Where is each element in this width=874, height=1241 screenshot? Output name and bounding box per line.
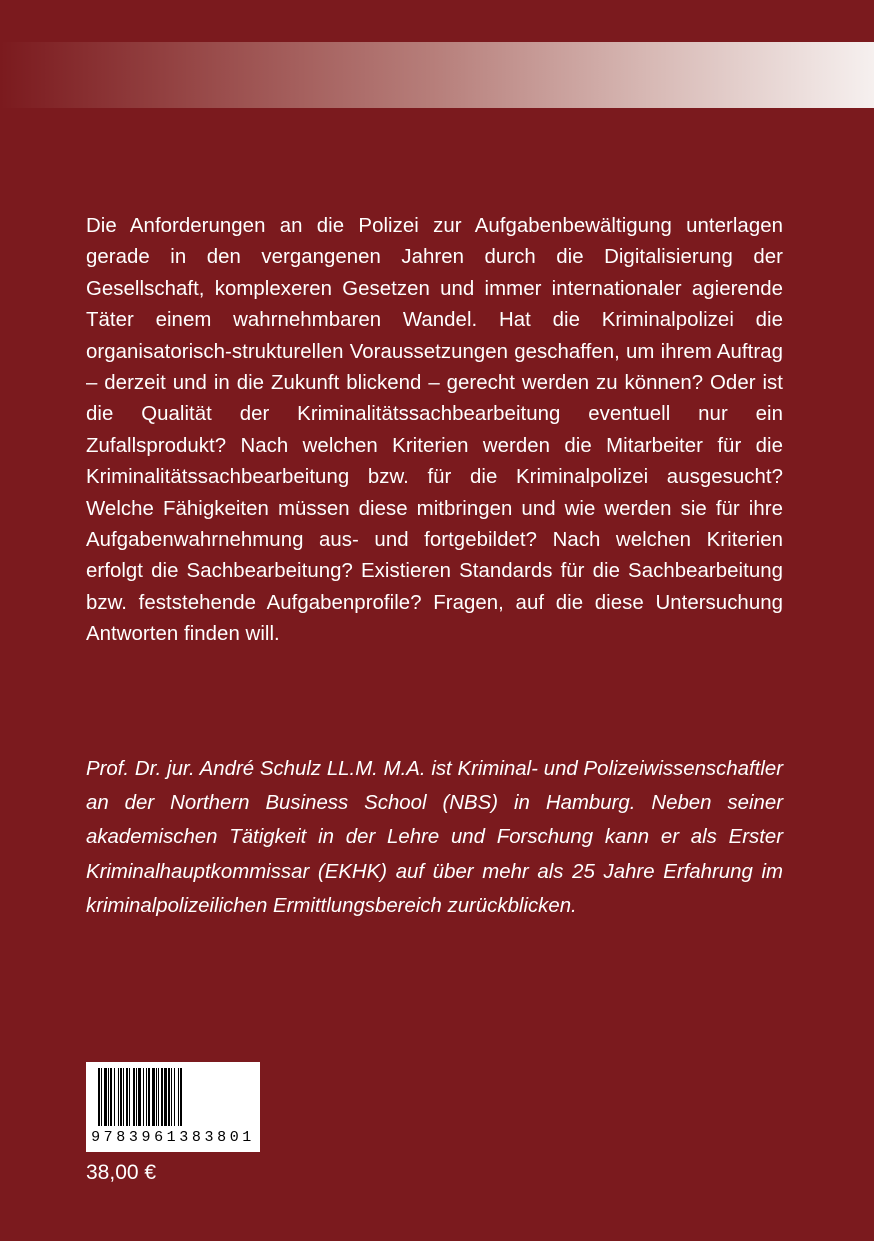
decorative-gradient-band bbox=[0, 42, 874, 108]
barcode-bars bbox=[86, 1062, 260, 1128]
barcode-bar bbox=[123, 1068, 124, 1126]
barcode-bar bbox=[168, 1068, 170, 1126]
barcode-bar bbox=[146, 1068, 147, 1126]
barcode-bar bbox=[136, 1068, 137, 1126]
barcode-bar bbox=[118, 1068, 119, 1126]
barcode-bar bbox=[108, 1068, 109, 1126]
barcode-bar bbox=[98, 1068, 100, 1126]
barcode-bar bbox=[129, 1068, 130, 1126]
barcode-bar bbox=[120, 1068, 122, 1126]
barcode-bar bbox=[174, 1068, 175, 1126]
isbn-number: 9783961383801 bbox=[91, 1129, 255, 1146]
barcode-bar bbox=[158, 1068, 159, 1126]
barcode-bar bbox=[152, 1068, 155, 1126]
barcode-bar bbox=[180, 1068, 182, 1126]
barcode-bar bbox=[114, 1068, 115, 1126]
barcode-bar bbox=[126, 1068, 128, 1126]
barcode-bar bbox=[156, 1068, 157, 1126]
barcode-bar bbox=[171, 1068, 172, 1126]
barcode-bar bbox=[110, 1068, 112, 1126]
barcode-bar bbox=[143, 1068, 144, 1126]
barcode-bar bbox=[138, 1068, 141, 1126]
barcode-bar bbox=[104, 1068, 107, 1126]
barcode-bar bbox=[161, 1068, 163, 1126]
barcode-bar bbox=[164, 1068, 167, 1126]
book-description: Die Anforderungen an die Polizei zur Aufgabenbewältigung unterlagen gerade in den vergangenen Jahren durch die Digitalisierung der Gesellschaft, komplexeren Gesetzen und immer internationaler agierende Täter einem wahrnehmbaren Wandel. Hat die Kriminalpolizei die organisatorisch-strukturellen Voraussetzungen geschaffen, um ihrem Auftrag – derzeit und in die Zukunft blickend – gerecht werden zu können? Oder ist die Qualität der Kriminalitätssachbearbeitung eventuell nur ein Zufallsprodukt? Nach welchen Kriterien werden die Mitarbeiter für die Kriminalitätssachbearbeitung bzw. für die Kriminalpolizei ausgesucht? Welche Fähigkeiten müssen diese mitbringen und wie werden sie für ihre Aufgabenwahrnehmung aus- und fortgebildet? Nach welchen Kriterien erfolgt die Sachbearbeitung? Existieren Standards für die Sachbearbeitung bzw. feststehende Aufgabenprofile? Fragen, auf die diese Untersuchung Antworten finden will. bbox=[86, 215, 783, 646]
price-label: 38,00 € bbox=[86, 1161, 157, 1184]
author-biography: Prof. Dr. jur. André Schulz LL.M. M.A. ist Kriminal- und Polizeiwissenschaftler an der Northern Business School (NBS) in Hamburg. Neben seiner akademischen Tätigkeit in der Lehre und Forschung kann er als Erster Kriminalhauptkommissar (EKHK) auf über mehr als 25 Jahre Erfahrung im kriminalpolizeilichen Ermittlungsbereich zurückblicken. bbox=[86, 758, 783, 917]
barcode-bar bbox=[178, 1068, 179, 1126]
barcode-bar bbox=[133, 1068, 135, 1126]
barcode-bar bbox=[101, 1068, 102, 1126]
isbn-barcode bbox=[86, 1062, 260, 1152]
barcode-bar bbox=[148, 1068, 150, 1126]
